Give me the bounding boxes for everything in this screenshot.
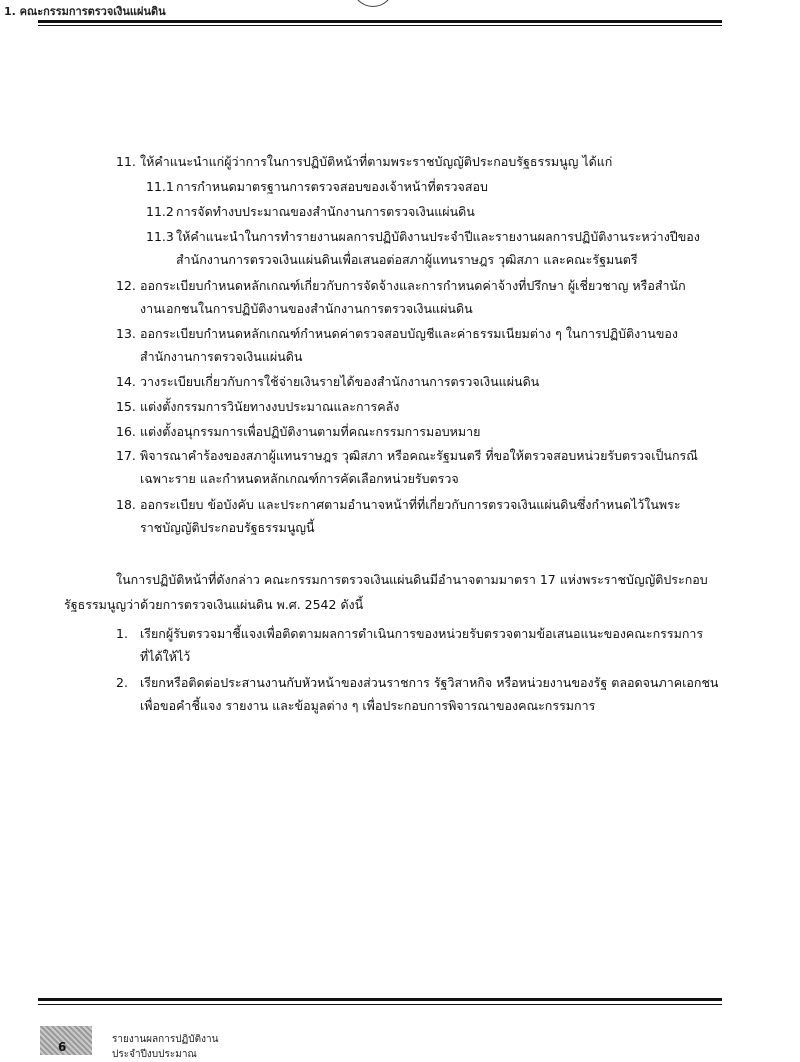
running-header-title: 1. คณะกรรมการตรวจเงินแผ่นดิน bbox=[4, 5, 166, 18]
footer-rule-thick bbox=[38, 998, 722, 1001]
list-item-number: 18. bbox=[116, 497, 136, 512]
footer-report-title: รายงานผลการปฏิบัติงาน bbox=[112, 1034, 219, 1045]
body-paragraph-line: รัฐธรรมนูญว่าด้วยการตรวจเงินแผ่นดิน พ.ศ. 2542 ดังนี้ bbox=[64, 597, 364, 612]
list-item-text-continued: สำนักงานการตรวจเงินแผ่นดิน bbox=[140, 349, 303, 364]
list-item-text-continued: เพื่อขอคำชี้แจง รายงาน และข้อมูลต่าง ๆ เพื่อประกอบการพิจารณาของคณะกรรมการ bbox=[140, 698, 596, 713]
list-item-number: 15. bbox=[116, 399, 136, 414]
footer-report-subtitle: ประจำปีงบประมาณ bbox=[112, 1049, 197, 1060]
emblem-logo bbox=[352, 0, 394, 7]
list-item-text: การจัดทำงบประมาณของสำนักงานการตรวจเงินแผ่นดิน bbox=[176, 204, 475, 219]
list-item-number: 2. bbox=[116, 675, 128, 690]
list-item-number: 16. bbox=[116, 424, 136, 439]
list-item-text: ให้คำแนะนำแก่ผู้ว่าการในการปฏิบัติหน้าที่ตามพระราชบัญญัติประกอบรัฐธรรมนูญ ได้แก่ bbox=[140, 154, 613, 169]
list-item-text: แต่งตั้งกรรมการวินัยทางงบประมาณและการคลัง bbox=[140, 399, 400, 414]
list-item-text: ออกระเบียบกำหนดหลักเกณฑ์เกี่ยวกับการจัดจ้างและการกำหนดค่าจ้างที่ปรึกษา ผู้เชี่ยวชาญ หรือสำนัก bbox=[140, 278, 686, 293]
body-paragraph-line: ในการปฏิบัติหน้าที่ดังกล่าว คณะกรรมการตรวจเงินแผ่นดินมีอำนาจตามมาตรา 17 แห่งพระราชบัญญัติประกอบ bbox=[116, 572, 708, 587]
list-item-number: 12. bbox=[116, 278, 136, 293]
list-item-text-continued: ที่ได้ให้ไว้ bbox=[140, 649, 191, 664]
page-number: 6 bbox=[58, 1040, 67, 1054]
list-item-text: เรียกหรือติดต่อประสานงานกับหัวหน้าของส่วนราชการ รัฐวิสาหกิจ หรือหน่วยงานของรัฐ ตลอดจนภาคเอกชน bbox=[140, 675, 719, 690]
list-item-text-continued: ราชบัญญัติประกอบรัฐธรรมนูญนี้ bbox=[140, 520, 315, 535]
list-item-text: วางระเบียบเกี่ยวกับการใช้จ่ายเงินรายได้ของสำนักงานการตรวจเงินแผ่นดิน bbox=[140, 374, 540, 389]
list-item-text: เรียกผู้รับตรวจมาชี้แจงเพื่อติดตามผลการดำเนินการของหน่วยรับตรวจตามข้อเสนอแนะของคณะกรรมการ bbox=[140, 626, 704, 641]
header-rule-thick bbox=[38, 20, 722, 23]
list-item-text-continued: งานเอกชนในการปฏิบัติงานของสำนักงานการตรวจเงินแผ่นดิน bbox=[140, 301, 473, 316]
list-item-text: ให้คำแนะนำในการทำรายงานผลการปฏิบัติงานประจำปีและรายงานผลการปฏิบัติงานระหว่างปีของ bbox=[176, 229, 700, 244]
footer-rule-thin bbox=[38, 1004, 722, 1005]
list-item-text-continued: เฉพาะราย และกำหนดหลักเกณฑ์การคัดเลือกหน่วยรับตรวจ bbox=[140, 471, 459, 486]
list-item-text-continued: สำนักงานการตรวจเงินแผ่นดินเพื่อเสนอต่อสภาผู้แทนราษฎร วุฒิสภา และคณะรัฐมนตรี bbox=[176, 252, 638, 267]
list-item-text: ออกระเบียบกำหนดหลักเกณฑ์กำหนดค่าตรวจสอบบัญชีและค่าธรรมเนียมต่าง ๆ ในการปฏิบัติงานของ bbox=[140, 326, 678, 341]
list-item-number: 11. bbox=[116, 154, 136, 169]
list-item-number: 11.3 bbox=[146, 229, 174, 244]
list-item-number: 17. bbox=[116, 448, 136, 463]
header-rule-thin bbox=[38, 25, 722, 26]
list-item-number: 11.2 bbox=[146, 204, 174, 219]
list-item-number: 1. bbox=[116, 626, 128, 641]
list-item-number: 14. bbox=[116, 374, 136, 389]
list-item-text: การกำหนดมาตรฐานการตรวจสอบของเจ้าหน้าที่ตรวจสอบ bbox=[176, 179, 488, 194]
list-item-number: 11.1 bbox=[146, 179, 174, 194]
list-item-number: 13. bbox=[116, 326, 136, 341]
list-item-text: แต่งตั้งอนุกรรมการเพื่อปฏิบัติงานตามที่คณะกรรมการมอบหมาย bbox=[140, 424, 481, 439]
list-item-text: พิจารณาคำร้องของสภาผู้แทนราษฎร วุฒิสภา หรือคณะรัฐมนตรี ที่ขอให้ตรวจสอบหน่วยรับตรวจเป็นกรณี bbox=[140, 448, 698, 463]
list-item-text: ออกระเบียบ ข้อบังคับ และประกาศตามอำนาจหน้าที่ที่เกี่ยวกับการตรวจเงินแผ่นดินซึ่งกำหนดไว้ในพระ bbox=[140, 497, 681, 512]
